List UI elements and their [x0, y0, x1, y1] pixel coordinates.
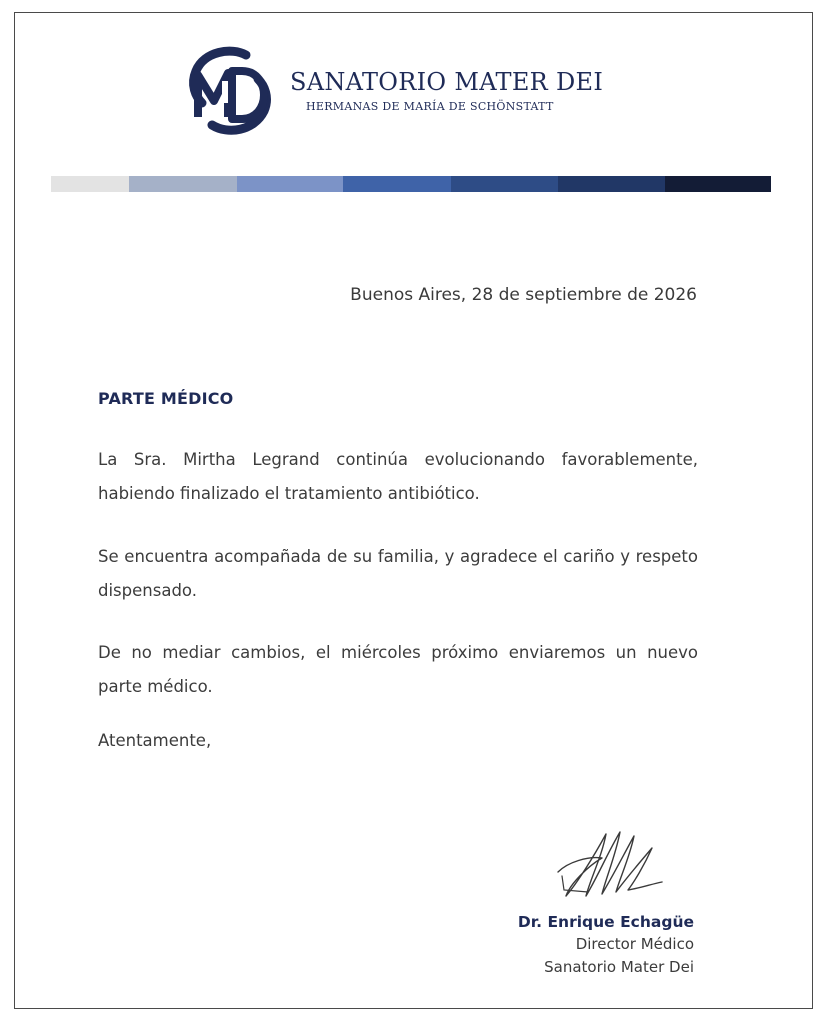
brand-subtitle: HERMANAS DE MARÍA DE SCHÖNSTATT: [306, 100, 554, 113]
color-bar-segment: [343, 176, 451, 192]
signer-name: Dr. Enrique Echagüe: [517, 913, 694, 931]
color-bar-segment: [451, 176, 558, 192]
color-bar-segment: [665, 176, 771, 192]
signer-organization: Sanatorio Mater Dei: [544, 958, 694, 976]
body-paragraph: Se encuentra acompañada de su familia, y agradece el cariño y respeto dispensado.: [98, 547, 698, 600]
date-line: Buenos Aires, 28 de septiembre de 2026: [350, 285, 697, 305]
body-paragraph: De no mediar cambios, el miércoles próximo enviaremos un nuevo parte médico.: [98, 643, 698, 696]
brand-name: SANATORIO MATER DEI: [290, 68, 604, 96]
color-bar-segment: [51, 176, 129, 192]
closing-line: Atentamente,: [98, 731, 212, 750]
color-bar-segment: [129, 176, 237, 192]
handwritten-signature-icon: [548, 826, 668, 906]
body-paragraph: La Sra. Mirtha Legrand continúa evolucionando favorablemente, habiendo finalizado el tratamiento antibiótico.: [98, 450, 698, 503]
msd-monogram-logo-icon: [184, 45, 276, 137]
signature-block: [518, 911, 694, 979]
signer-role: Director Médico: [575, 935, 694, 953]
document-heading: PARTE MÉDICO: [98, 389, 234, 408]
color-bar-segment: [558, 176, 665, 192]
color-bar-segment: [237, 176, 343, 192]
header-color-bar: [51, 176, 771, 192]
